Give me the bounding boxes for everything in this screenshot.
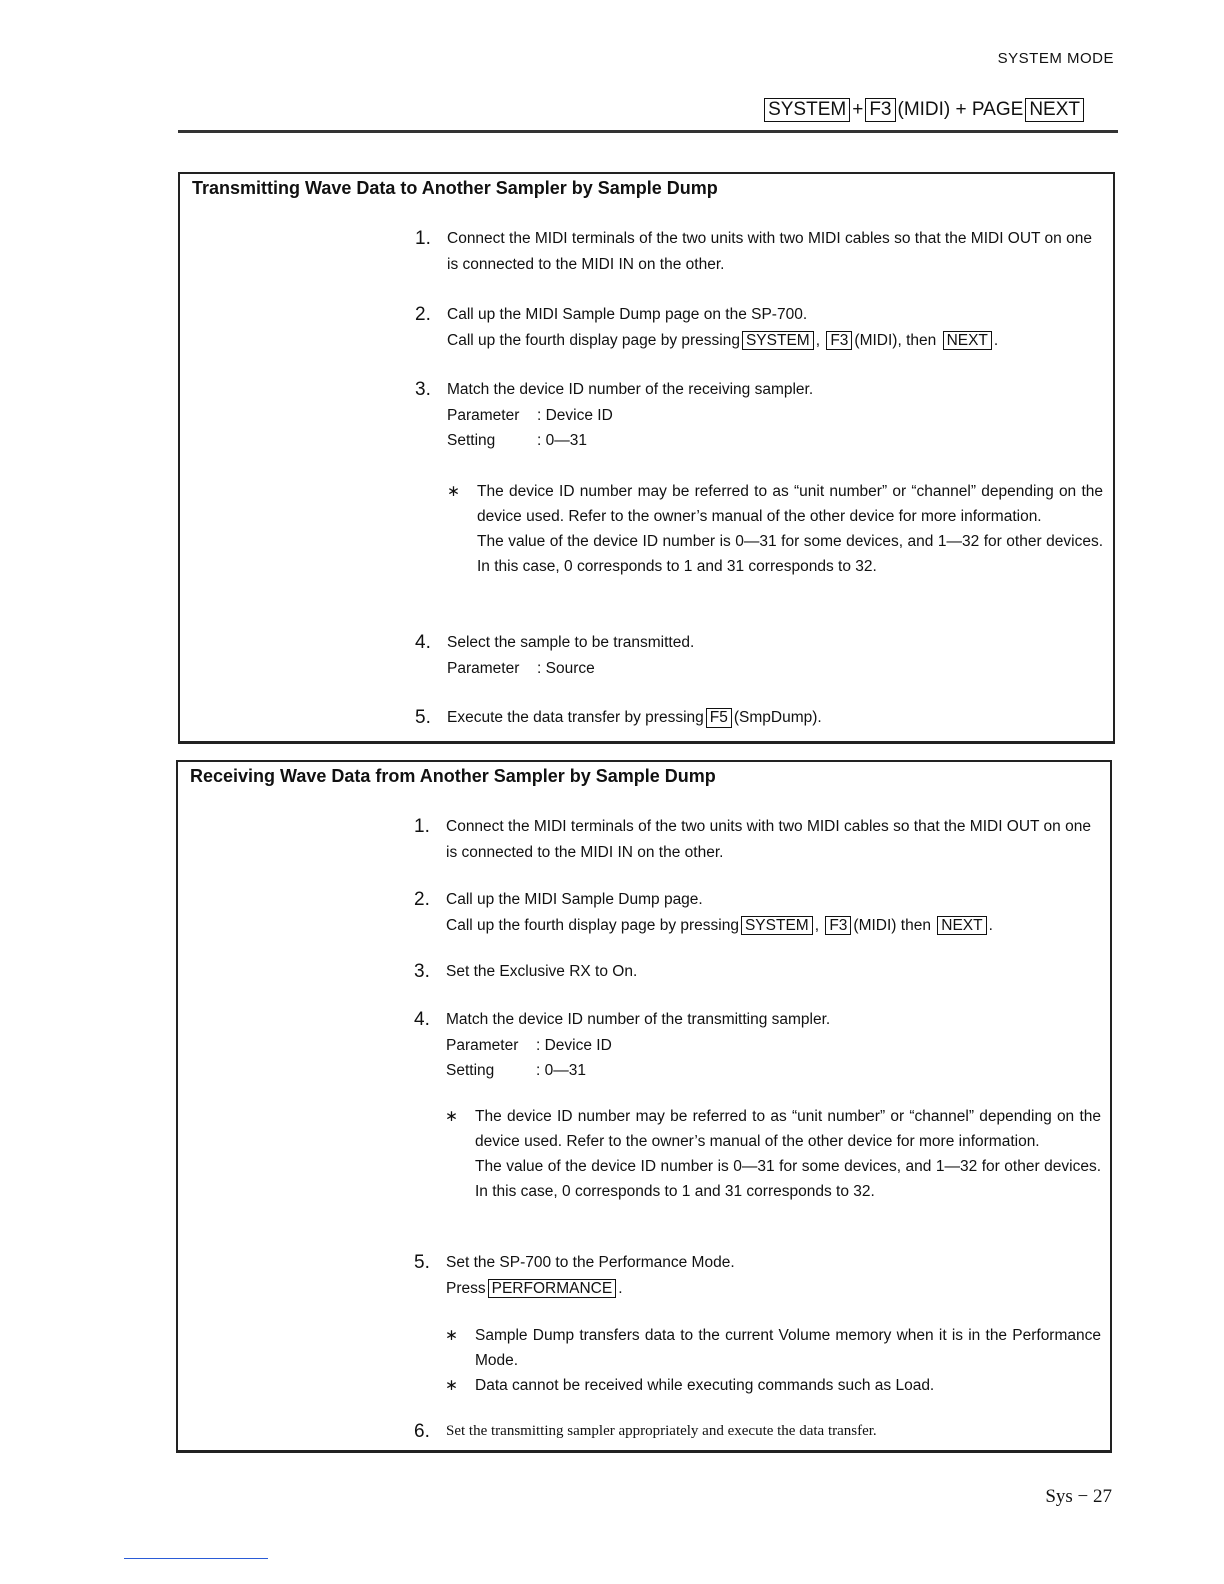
step-text: Connect the MIDI terminals of the two units with two MIDI cables so that the MIDI OUT on one is connected to the MIDI IN on the other. — [446, 818, 1091, 861]
key-system: SYSTEM — [764, 98, 850, 122]
step-text: Set the transmitting sampler appropriately and execute the data transfer. — [446, 1423, 877, 1439]
note-text: The device ID number may be referred to as “unit number” or “channel” depending on the device used. Refer to the owner’s manual of the other device for more information. — [475, 1108, 1101, 1150]
note-device-id — [445, 1104, 1101, 1204]
step-1 — [415, 226, 1103, 277]
asterisk-icon: ∗ — [445, 1108, 458, 1125]
step-text-pre: Press — [446, 1279, 486, 1297]
step-3 — [415, 377, 1103, 454]
section-transmit — [178, 172, 1115, 744]
key-performance: PERFORMANCE — [488, 1279, 617, 1299]
key-sequence — [762, 98, 1086, 122]
step-number: 3. — [415, 379, 431, 400]
step-text: Connect the MIDI terminals of the two units with two MIDI cables so that the MIDI OUT on one is connected to the MIDI IN on the other. — [447, 230, 1092, 273]
step-5 — [414, 1250, 1102, 1301]
header-rule — [178, 130, 1118, 133]
note-performance — [445, 1323, 1101, 1398]
parameter-value: : Device ID — [536, 1036, 612, 1054]
period: . — [993, 331, 999, 349]
step-text-mid: (MIDI), then — [854, 331, 937, 349]
separator: , — [815, 331, 821, 349]
step-number: 2. — [415, 304, 431, 325]
step-text: Match the device ID number of the receiving sampler. — [447, 381, 814, 398]
step-number: 4. — [414, 1009, 430, 1030]
step-text: Match the device ID number of the transmitting sampler. — [446, 1011, 831, 1028]
step-text: Set the SP-700 to the Performance Mode. — [446, 1254, 735, 1271]
setting-row — [447, 428, 1103, 454]
setting-value: : 0—31 — [536, 1062, 586, 1079]
period: . — [618, 1279, 623, 1297]
separator: , — [814, 916, 820, 934]
step-keys-line — [446, 1276, 1102, 1302]
step-3 — [414, 959, 1102, 985]
key-system: SYSTEM — [741, 916, 813, 936]
step-text: Call up the MIDI Sample Dump page on the SP-700. — [447, 306, 808, 323]
plus-sign: + — [852, 99, 864, 120]
step-text-pre: Call up the fourth display page by pressing — [447, 331, 740, 349]
step-keys-line — [446, 913, 1102, 939]
step-text: Select the sample to be transmitted. — [447, 634, 695, 651]
step-text-post: (SmpDump). — [733, 709, 822, 726]
setting-value: : 0—31 — [537, 432, 587, 449]
parameter-label: Parameter — [447, 659, 520, 677]
step-number: 5. — [415, 707, 431, 728]
section-title: Transmitting Wave Data to Another Sampler by Sample Dump — [192, 178, 718, 198]
parameter-value: : Device ID — [537, 406, 613, 424]
asterisk-icon: ∗ — [447, 483, 460, 500]
key-next: NEXT — [937, 916, 986, 936]
step-4 — [415, 630, 1103, 681]
step-4 — [414, 1007, 1102, 1084]
parameter-label: Parameter — [447, 406, 520, 424]
asterisk-icon: ∗ — [445, 1327, 458, 1344]
section-receive — [176, 760, 1112, 1453]
step-number: 4. — [415, 632, 431, 653]
key-next: NEXT — [943, 331, 992, 351]
step-number: 3. — [414, 961, 430, 982]
note-text: Data cannot be received while executing commands such as Load. — [475, 1377, 935, 1394]
asterisk-icon: ∗ — [445, 1377, 458, 1394]
setting-row — [446, 1058, 1102, 1084]
period: . — [988, 916, 993, 934]
parameter-label: Parameter — [446, 1036, 519, 1054]
note-device-id — [447, 479, 1103, 579]
setting-label: Setting — [446, 1062, 495, 1079]
note-text: The device ID number may be referred to as “unit number” or “channel” depending on the device used. Refer to the owner’s manual of the other device for more information. — [477, 483, 1103, 525]
parameter-row — [447, 656, 1103, 682]
key-f3: F3 — [865, 98, 895, 122]
key-f5: F5 — [706, 708, 732, 728]
setting-label: Setting — [447, 432, 496, 449]
page-number: Sys − 27 — [1045, 1486, 1112, 1507]
parameter-value: : Source — [537, 659, 595, 677]
key-f3: F3 — [826, 331, 852, 351]
step-number: 2. — [414, 889, 430, 910]
step-2 — [414, 887, 1102, 938]
step-number: 1. — [415, 228, 431, 249]
note-text: The value of the device ID number is 0—31 for some devices, and 1—32 for other devices. In this case, 0 corresponds to 1 and 31 corresponds to 32. — [475, 1158, 1101, 1200]
note-text: The value of the device ID number is 0—31 for some devices, and 1—32 for other devices. In this case, 0 corresponds to 1 and 31 corresponds to 32. — [477, 533, 1103, 575]
parameter-row — [447, 403, 1103, 429]
step-text: Call up the MIDI Sample Dump page. — [446, 891, 703, 908]
key-system: SYSTEM — [742, 331, 814, 351]
section-title: Receiving Wave Data from Another Sampler by Sample Dump — [190, 766, 716, 786]
step-number: 5. — [414, 1252, 430, 1273]
step-6 — [414, 1419, 1102, 1445]
step-number: 1. — [414, 816, 430, 837]
note-text: Sample Dump transfers data to the current Volume memory when it is in the Performance Mode. — [475, 1327, 1101, 1369]
step-text-mid: (MIDI) then — [853, 916, 931, 934]
step-text-pre: Call up the fourth display page by pressing — [446, 916, 739, 934]
parameter-row — [446, 1033, 1102, 1059]
step-2 — [415, 302, 1103, 353]
step-text: Execute the data transfer by pressing — [447, 709, 704, 726]
step-text: Set the Exclusive RX to On. — [446, 963, 638, 980]
step-keys-line — [447, 328, 1103, 354]
step-5 — [415, 705, 1103, 731]
key-f3: F3 — [825, 916, 851, 936]
step-1 — [414, 814, 1102, 865]
key-next: NEXT — [1025, 98, 1084, 122]
midi-page-text: (MIDI) + PAGE — [897, 99, 1024, 120]
running-header-mode: SYSTEM MODE — [997, 50, 1114, 67]
scan-artifact-line — [124, 1558, 268, 1559]
step-number: 6. — [414, 1421, 430, 1442]
